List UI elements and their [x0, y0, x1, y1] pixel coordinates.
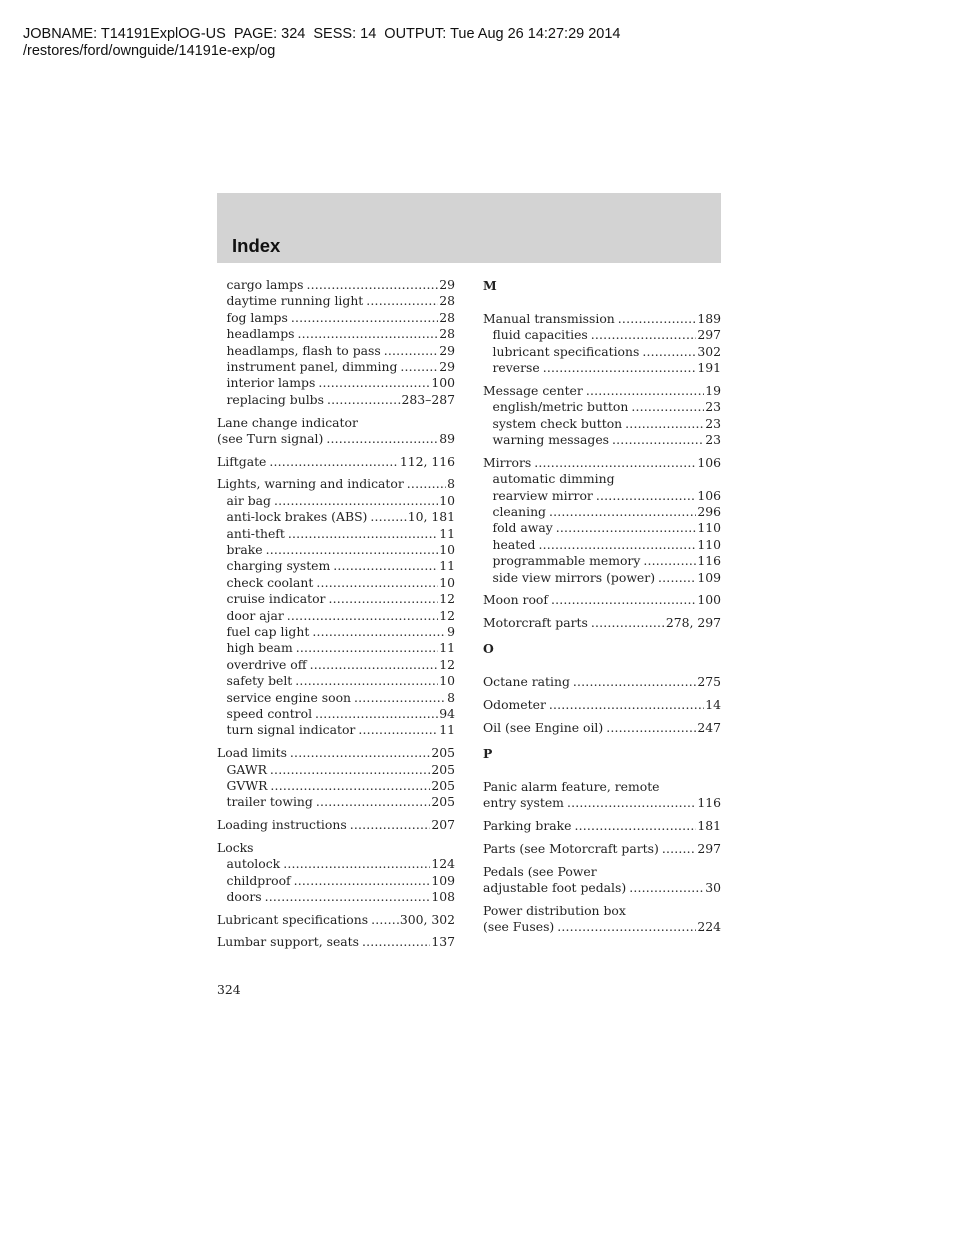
- entry-term: interior lamps: [226, 375, 316, 391]
- index-entry: [483, 864, 721, 897]
- index-entry-line: [483, 674, 721, 690]
- dot-leader: [312, 624, 446, 640]
- dot-leader: [625, 416, 704, 432]
- entry-term: speed control: [226, 706, 313, 722]
- entry-page-ref: 109: [431, 872, 455, 888]
- dot-leader: [549, 504, 696, 520]
- index-entry: [483, 841, 721, 857]
- dot-leader: [270, 762, 430, 778]
- index-entry: [217, 934, 455, 950]
- index-subentry-line: [483, 344, 721, 360]
- entry-term: fold away: [492, 520, 553, 536]
- entry-page-ref: 189: [697, 310, 721, 326]
- entry-page-ref: 8: [447, 689, 455, 705]
- index-entry-line: [483, 818, 721, 834]
- index-letter-heading: M: [483, 278, 497, 293]
- dot-leader: [354, 690, 446, 706]
- index-subentry-line: [217, 608, 455, 624]
- index-entry-line: [483, 720, 721, 736]
- entry-term: reverse: [492, 360, 540, 376]
- index-subentry-line: [483, 399, 721, 415]
- dot-leader: [573, 674, 696, 690]
- dot-leader: [366, 293, 438, 309]
- dot-leader: [326, 431, 438, 447]
- index-column-right: [483, 277, 721, 942]
- index-entry-line: [483, 880, 721, 896]
- entry-term: air bag: [226, 492, 271, 508]
- entry-page-ref: 100: [431, 375, 455, 391]
- index-subentry-line: [483, 416, 721, 432]
- dot-leader: [290, 745, 430, 761]
- index-subentry-line: [217, 856, 455, 872]
- index-entry-line: [483, 383, 721, 399]
- entry-page-ref: 302: [697, 343, 721, 359]
- index-subentry-line: [483, 553, 721, 569]
- index-entry: [483, 818, 721, 834]
- entry-term: cleaning: [492, 503, 546, 519]
- dot-leader: [274, 493, 438, 509]
- index-subentry-line: [483, 537, 721, 553]
- entry-page-ref: 124: [431, 856, 455, 872]
- dot-leader: [612, 432, 704, 448]
- dot-leader: [556, 520, 697, 536]
- index-column-left: [217, 277, 455, 957]
- index-subentry-line: [217, 293, 455, 309]
- dot-leader: [642, 344, 696, 360]
- dot-leader: [534, 455, 696, 471]
- entry-term: Parking brake: [483, 818, 572, 834]
- index-subentry-line: [217, 657, 455, 673]
- dot-leader: [658, 570, 696, 586]
- dot-leader: [407, 476, 446, 492]
- entry-term: anti-theft: [226, 525, 285, 541]
- index-entry-line: [217, 817, 455, 833]
- index-entry-line: [483, 592, 721, 608]
- entry-term: check coolant: [226, 574, 314, 590]
- index-subentry-line: [217, 542, 455, 558]
- index-entry-line: [483, 795, 721, 811]
- dot-leader: [538, 537, 696, 553]
- dot-leader: [283, 856, 430, 872]
- index-entry-line: [217, 745, 455, 761]
- index-subentry-line: [217, 794, 455, 810]
- index-entry: [217, 415, 455, 448]
- entry-term: turn signal indicator: [226, 722, 356, 738]
- page-number: 324: [217, 982, 241, 997]
- index-entry-line: [483, 311, 721, 327]
- entry-page-ref: 181: [697, 818, 721, 834]
- dot-leader: [310, 657, 439, 673]
- dot-leader: [629, 880, 704, 896]
- index-subentry-line: [483, 360, 721, 376]
- job-line: JOBNAME: T14191ExplOG-US PAGE: 324 SESS: 14 OUTPUT: Tue Aug 26 14:27:29 2014: [23, 26, 621, 42]
- index-subentry-line: [217, 722, 455, 738]
- dot-leader: [318, 375, 430, 391]
- index-entry: [217, 454, 455, 470]
- index-entry-line: [483, 615, 721, 631]
- entry-term: (see Turn signal): [217, 430, 324, 446]
- entry-term: lubricant specifications: [492, 343, 640, 359]
- index-subentry-line: [483, 432, 721, 448]
- dot-leader: [333, 558, 438, 574]
- index-entry-line: [483, 864, 721, 880]
- entry-page-ref: 23: [705, 415, 721, 431]
- index-subentry-line: [217, 690, 455, 706]
- entry-term: door ajar: [226, 607, 284, 623]
- entry-page-ref: 10, 181: [407, 509, 455, 525]
- entry-term: Loading instructions: [217, 817, 347, 833]
- index-subentry-line: [217, 493, 455, 509]
- index-entry: [483, 592, 721, 608]
- entry-term: Oil (see Engine oil): [483, 719, 604, 735]
- dot-leader: [266, 542, 439, 558]
- dot-leader: [384, 343, 438, 359]
- entry-term: Lane change indicator: [217, 414, 358, 430]
- index-entry-line: [483, 779, 721, 795]
- entry-term: brake: [226, 541, 263, 557]
- entry-page-ref: 275: [697, 674, 721, 690]
- entry-term: headlamps: [226, 326, 295, 342]
- dot-leader: [606, 720, 696, 736]
- dot-leader: [596, 488, 696, 504]
- entry-page-ref: 137: [431, 934, 455, 950]
- entry-term: Lubricant specifications: [217, 911, 369, 927]
- entry-page-ref: 100: [697, 592, 721, 608]
- entry-page-ref: 205: [431, 794, 455, 810]
- entry-page-ref: 106: [697, 454, 721, 470]
- dot-leader: [618, 311, 697, 327]
- entry-page-ref: 23: [705, 399, 721, 415]
- index-entry-line: [217, 934, 455, 950]
- entry-term: Liftgate: [217, 453, 267, 469]
- index-subentry-line: [483, 504, 721, 520]
- dot-leader: [631, 399, 704, 415]
- entry-term: Panic alarm feature, remote: [483, 779, 660, 795]
- entry-term: rearview mirror: [492, 487, 593, 503]
- entry-page-ref: 11: [439, 640, 455, 656]
- entry-page-ref: 29: [439, 359, 455, 375]
- dot-leader: [575, 818, 697, 834]
- entry-term: headlamps, flash to pass: [226, 342, 381, 358]
- index-subentry-line: [217, 343, 455, 359]
- entry-term: automatic dimming: [492, 471, 615, 487]
- index-entry-line: [217, 431, 455, 447]
- entry-term: fuel cap light: [226, 624, 310, 640]
- entry-page-ref: 23: [705, 432, 721, 448]
- entry-term: Motorcraft parts: [483, 615, 588, 630]
- entry-page-ref: 29: [439, 277, 455, 292]
- entry-page-ref: 94: [439, 706, 455, 722]
- entry-page-ref: 297: [697, 327, 721, 343]
- index-subentry-line: [217, 762, 455, 778]
- index-entry: [483, 779, 721, 812]
- index-entry-line: [483, 697, 721, 713]
- section-title: Index: [232, 235, 281, 256]
- entry-term: side view mirrors (power): [492, 569, 656, 585]
- section-banner: [217, 193, 721, 263]
- dot-leader: [350, 817, 431, 833]
- entry-term: instrument panel, dimming: [226, 359, 398, 375]
- index-subentry-line: [483, 488, 721, 504]
- entry-page-ref: 11: [439, 558, 455, 574]
- dot-leader: [287, 608, 438, 624]
- entry-page-ref: 12: [439, 656, 455, 672]
- dot-leader: [296, 640, 439, 656]
- dot-leader: [294, 873, 431, 889]
- entry-term: Message center: [483, 382, 583, 398]
- index-subentry-line: [217, 706, 455, 722]
- dot-leader: [306, 277, 438, 293]
- entry-term: (see Fuses): [483, 919, 555, 935]
- dot-leader: [269, 454, 398, 470]
- entry-page-ref: 296: [697, 503, 721, 519]
- index-entry: [217, 840, 455, 906]
- dot-leader: [371, 912, 399, 928]
- entry-term: system check button: [492, 415, 623, 431]
- entry-term: high beam: [226, 640, 293, 656]
- entry-page-ref: 19: [705, 382, 721, 398]
- dot-leader: [551, 592, 696, 608]
- dot-leader: [662, 841, 697, 857]
- entry-term: cruise indicator: [226, 591, 326, 607]
- index-subentry-line: [217, 591, 455, 607]
- index-subentry-line: [217, 575, 455, 591]
- entry-term: english/metric button: [492, 399, 629, 415]
- entry-page-ref: 297: [697, 840, 721, 856]
- index-subentry-line: [483, 570, 721, 586]
- entry-term: programmable memory: [492, 553, 641, 569]
- index-entry: [483, 697, 721, 713]
- entry-term: Moon roof: [483, 592, 548, 608]
- entry-page-ref: 10: [439, 492, 455, 508]
- entry-term: adjustable foot pedals): [483, 879, 627, 895]
- entry-term: Lumbar support, seats: [217, 934, 359, 950]
- index-subentry-line: [483, 471, 721, 487]
- entry-term: Odometer: [483, 697, 546, 713]
- entry-term: autolock: [226, 856, 281, 872]
- entry-term: GVWR: [226, 777, 268, 793]
- entry-term: cargo lamps: [226, 277, 304, 292]
- entry-term: daytime running light: [226, 293, 364, 309]
- path-line: /restores/ford/ownguide/14191e-exp/og: [23, 42, 276, 59]
- dot-leader: [265, 889, 431, 905]
- entry-term: charging system: [226, 558, 331, 574]
- index-subentry-line: [217, 509, 455, 525]
- dot-leader: [400, 359, 438, 375]
- dot-leader: [643, 553, 696, 569]
- entry-page-ref: 11: [439, 722, 455, 738]
- entry-term: Locks: [217, 839, 254, 855]
- index-subentry-line: [217, 359, 455, 375]
- entry-term: fog lamps: [226, 309, 288, 325]
- index-subentry-line: [217, 778, 455, 794]
- entry-page-ref: 110: [697, 536, 721, 552]
- index-subentry-line: [217, 526, 455, 542]
- dot-leader: [358, 722, 438, 738]
- entry-term: safety belt: [226, 673, 293, 689]
- entry-page-ref: 116: [697, 795, 721, 811]
- entry-page-ref: 205: [431, 777, 455, 793]
- index-entry-line: [483, 455, 721, 471]
- entry-term: entry system: [483, 795, 564, 811]
- index-entry: [217, 745, 455, 811]
- index-subentry-line: [217, 889, 455, 905]
- index-subentry-line: [217, 277, 455, 293]
- entry-page-ref: 28: [439, 326, 455, 342]
- entry-page-ref: 12: [439, 607, 455, 623]
- entry-term: fluid capacities: [492, 327, 588, 343]
- entry-term: overdrive off: [226, 656, 307, 672]
- dot-leader: [328, 591, 438, 607]
- dot-leader: [543, 360, 697, 376]
- entry-term: Parts (see Motorcraft parts): [483, 840, 659, 856]
- dot-leader: [291, 310, 438, 326]
- index-letter-heading: O: [483, 641, 494, 657]
- index-entry: [483, 720, 721, 736]
- index-subentry-line: [217, 640, 455, 656]
- index-entry-line: [217, 476, 455, 492]
- entry-term: Lights, warning and indicator: [217, 476, 404, 492]
- entry-page-ref: 14: [705, 697, 721, 713]
- entry-term: trailer towing: [226, 794, 313, 810]
- entry-page-ref: 109: [697, 569, 721, 585]
- dot-leader: [327, 392, 401, 408]
- dot-leader: [316, 575, 438, 591]
- entry-term: doors: [226, 889, 262, 904]
- dot-leader: [591, 615, 665, 631]
- entry-page-ref: 10: [439, 673, 455, 689]
- entry-page-ref: 10: [439, 541, 455, 557]
- entry-page-ref: 28: [439, 293, 455, 309]
- entry-term: Power distribution box: [483, 902, 626, 918]
- dot-leader: [295, 673, 438, 689]
- index-entry: [217, 817, 455, 833]
- entry-page-ref: 207: [431, 817, 455, 833]
- index-subentry-line: [217, 392, 455, 408]
- entry-page-ref: 11: [439, 525, 455, 541]
- entry-page-ref: 300, 302: [399, 911, 455, 927]
- dot-leader: [370, 509, 406, 525]
- index-entry-line: [483, 903, 721, 919]
- entry-page-ref: 278, 297: [665, 615, 721, 630]
- entry-page-ref: 29: [439, 342, 455, 358]
- entry-term: Pedals (see Power: [483, 863, 597, 879]
- entry-term: warning messages: [492, 432, 610, 448]
- entry-page-ref: 224: [697, 919, 721, 935]
- index-entry: [217, 476, 455, 739]
- index-entry-line: [217, 840, 455, 856]
- entry-page-ref: 205: [431, 761, 455, 777]
- entry-page-ref: 30: [705, 879, 721, 895]
- dot-leader: [316, 794, 431, 810]
- dot-leader: [549, 697, 704, 713]
- entry-term: heated: [492, 536, 536, 552]
- index-entry: [483, 311, 721, 377]
- entry-page-ref: 108: [431, 889, 455, 904]
- entry-page-ref: 9: [447, 624, 455, 640]
- entry-page-ref: 191: [697, 360, 721, 376]
- index-entry-line: [483, 919, 721, 935]
- dot-leader: [591, 327, 697, 343]
- index-entry-line: [217, 454, 455, 470]
- index-subentry-line: [217, 873, 455, 889]
- index-subentry-line: [217, 310, 455, 326]
- dot-leader: [315, 706, 438, 722]
- entry-page-ref: 8: [447, 476, 455, 492]
- entry-page-ref: 106: [697, 487, 721, 503]
- entry-term: GAWR: [226, 761, 267, 777]
- entry-page-ref: 112, 116: [399, 453, 455, 469]
- dot-leader: [557, 919, 696, 935]
- entry-term: Manual transmission: [483, 310, 615, 326]
- index-subentry-line: [483, 520, 721, 536]
- print-job-header: [23, 26, 621, 59]
- entry-term: replacing bulbs: [226, 391, 324, 407]
- entry-page-ref: 12: [439, 591, 455, 607]
- index-entry: [483, 903, 721, 936]
- dot-leader: [586, 383, 704, 399]
- index-subentry-line: [217, 673, 455, 689]
- dot-leader: [288, 526, 438, 542]
- entry-page-ref: 283–287: [401, 391, 455, 407]
- index-entry-line: [483, 841, 721, 857]
- entry-page-ref: 10: [439, 574, 455, 590]
- entry-term: Load limits: [217, 745, 287, 761]
- dot-leader: [567, 795, 696, 811]
- dot-leader: [362, 934, 430, 950]
- entry-page-ref: 110: [697, 520, 721, 536]
- index-letter-heading: P: [483, 746, 493, 762]
- index-entry: [217, 277, 455, 408]
- entry-term: anti-lock brakes (ABS): [226, 509, 368, 525]
- index-entry: [217, 912, 455, 928]
- index-entry: [483, 383, 721, 449]
- dot-leader: [270, 778, 430, 794]
- index-entry-line: [217, 912, 455, 928]
- index-entry-line: [217, 415, 455, 431]
- dot-leader: [298, 326, 439, 342]
- index-subentry-line: [483, 327, 721, 343]
- index-subentry-line: [217, 375, 455, 391]
- entry-term: Mirrors: [483, 454, 532, 470]
- entry-term: service engine soon: [226, 689, 352, 705]
- entry-page-ref: 205: [431, 745, 455, 761]
- entry-page-ref: 28: [439, 309, 455, 325]
- index-subentry-line: [217, 624, 455, 640]
- index-entry: [483, 615, 721, 631]
- index-subentry-line: [217, 326, 455, 342]
- index-entry: [483, 455, 721, 586]
- entry-page-ref: 247: [697, 719, 721, 735]
- index-subentry-line: [217, 558, 455, 574]
- entry-page-ref: 89: [439, 430, 455, 446]
- index-entry: [483, 674, 721, 690]
- entry-page-ref: 116: [697, 553, 721, 569]
- entry-term: childproof: [226, 872, 291, 888]
- entry-term: Octane rating: [483, 674, 570, 690]
